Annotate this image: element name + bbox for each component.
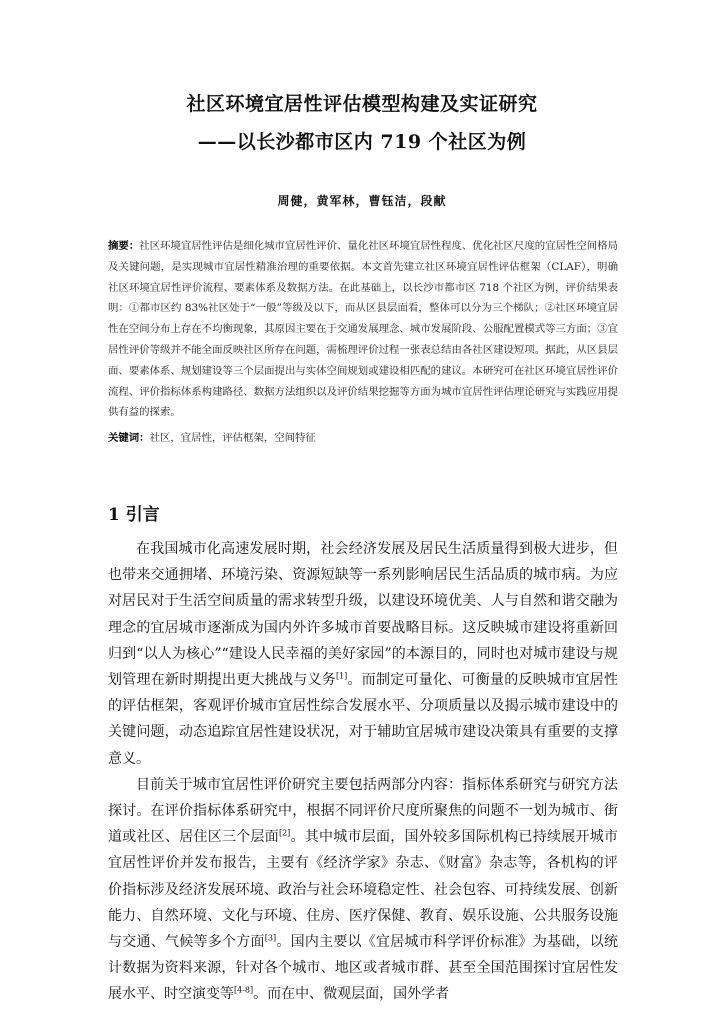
paragraph-2-text-c: 。国内主要以《宜居城市科学评价标准》为基础，以统计数据为资料来源，针对各个城市、地区或者城市群、甚至全国范围探讨宜居性发展水平、时空演变等: [108, 934, 619, 1003]
paragraph-1: [108, 536, 618, 772]
paper-subtitle: ——以长沙都市区内 719 个社区为例: [197, 131, 527, 153]
keywords-text: 社区，宜居性，评估框架，空间特征: [149, 432, 316, 444]
paragraph-2-text-a: 目前关于城市宜居性评价研究主要包括两部分内容：指标体系研究与研究方法探讨。在评价指标体系研究中，根据不同评价尺度所聚焦的问题不一划为城市、街道或社区、居住区三个层面: [108, 776, 618, 846]
paragraph-2: [108, 772, 618, 1008]
citation-4-8: [4-8]: [234, 985, 254, 995]
paragraph-1-text-a: 在我国城市化高速发展时期，社会经济发展及居民生活质量得到极大进步，但也带来交通拥堵、环境污染、资源短缺等一系列影响居民生活品质的城市病。为应对居民对于生活空间质量的需求转型升级，以建设环境优美、人与自然和谐交融为理念的宜居城市逐渐成为国内外许多城市首要战略目标。这反映城市建设将重新回归到“以人为核心”“建设人民幸福的美好家园”的本源目的，同时也对城市建设与规划管理在新时期提出更大挑战与义务: [108, 541, 618, 689]
paper-title: 社区环境宜居性评估模型构建及实证研究: [186, 93, 538, 115]
paragraph-2-text-b: 。其中城市层面，国外较多国际机构已持续展开城市宜居性评价并发布报告，主要有《经济学家》杂志、《财富》杂志等，各机构的评价指标涉及经济发展环境、政治与社会环境稳定性、社会包容、可持续发展、创新能力、自然环境、文化与环境、住房、医疗保健、教育、娱乐设施、公共服务设施与交通、气候等多个方面: [108, 829, 618, 951]
body-text: [108, 536, 618, 1008]
paragraph-1-text-b: 。而制定可量化、可衡量的反映城市宜居性的评估框架，客观评价城市宜居性综合发展水平、分项质量以及揭示城市建设中的关键问题，动态追踪宜居性建设状况，对于辅助宜居城市建设决策具有重要的支撑意义。: [108, 672, 619, 767]
section-heading-introduction: 1 引言: [108, 505, 160, 525]
keywords: [108, 430, 618, 446]
abstract-text: 社区环境宜居性评估是细化城市宜居性评价、量化社区环境宜居性程度、优化社区尺度的宜居性空间格局及关键问题，是实现城市宜居性精准治理的重要依据。本文首先建立社区环境宜居性评估框架（CLAF），明确社区环境宜居性评价流程、要素体系及数据方法。在此基础上，以长沙市都市区 718 个社区为例，评价结果表明：①都市区约 83%社区处于“一般”等级及以下，而从区县层面看，整体可以分为三个梯队；②社区环境宜居性在空间分布上存在不均衡现象，其原因主要在于交通发展理念、城市发展阶段、公服配置模式等三方面；③宜居性评价等级并不能全面反映社区所存在问题，需梳理评价过程一张表总结由各社区建设短项。据此，从区县层面、要素体系、规划建设等三个层面提出与实体空间规划或建设相匹配的建议。本研究可在社区环境宜居性评价流程、评价指标体系构建路径、数据方法组织以及评价结果挖掘等方面为城市宜居性评估理论研究与实践应用提供有益的探索。: [108, 240, 619, 419]
citation-2: [2]: [278, 828, 291, 838]
citation-1: [1]: [335, 671, 348, 681]
abstract: [108, 236, 618, 423]
citation-3: [3]: [264, 933, 277, 943]
keywords-label: 关键词：: [108, 432, 150, 444]
author-list: 周健，黄军林，曹钰洁，段献: [277, 194, 447, 208]
abstract-label: 摘要：: [108, 240, 140, 252]
paragraph-2-text-d: 。而在中、微观层面，国外学者: [253, 986, 450, 1003]
